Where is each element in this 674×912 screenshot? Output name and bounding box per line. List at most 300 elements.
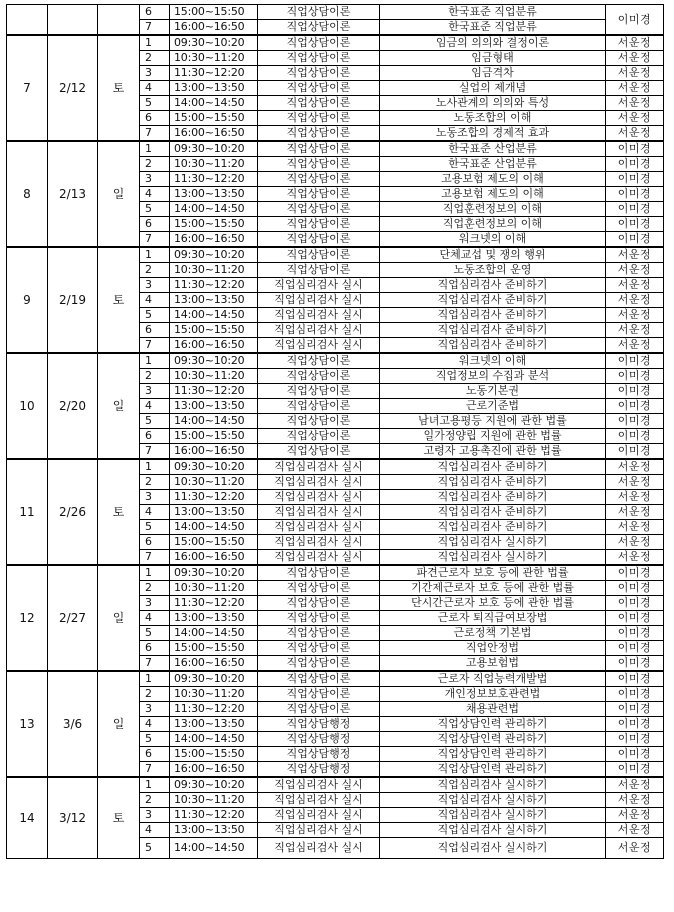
subject-cell: 직업심리검사 실시 [258, 323, 380, 338]
period-number-cell: 6 [140, 429, 170, 444]
time-range-cell: 10:30~11:20 [170, 263, 258, 278]
period-number-cell: 5 [140, 414, 170, 429]
instructor-cell: 서운정 [606, 520, 664, 535]
period-number-cell: 3 [140, 278, 170, 293]
period-number-cell: 3 [140, 384, 170, 399]
time-range-cell: 14:00~14:50 [170, 96, 258, 111]
session-day-cell: 토 [98, 35, 140, 141]
topic-cell: 직업심리검사 실시하기 [380, 550, 606, 566]
topic-cell: 고용보험 제도의 이해 [380, 187, 606, 202]
time-range-cell: 09:30~10:20 [170, 141, 258, 157]
time-range-cell: 14:00~14:50 [170, 520, 258, 535]
subject-cell: 직업상담이론 [258, 656, 380, 672]
period-number-cell: 3 [140, 66, 170, 81]
subject-cell: 직업상담이론 [258, 702, 380, 717]
subject-cell: 직업상담이론 [258, 51, 380, 66]
topic-cell: 직업심리검사 실시하기 [380, 823, 606, 838]
instructor-cell: 서운정 [606, 126, 664, 142]
subject-cell: 직업상담이론 [258, 5, 380, 20]
topic-cell: 일가정양립 지원에 관한 법률 [380, 429, 606, 444]
time-range-cell: 11:30~12:20 [170, 66, 258, 81]
subject-cell: 직업상담이론 [258, 596, 380, 611]
subject-cell: 직업심리검사 실시 [258, 838, 380, 859]
instructor-cell: 이미경 [606, 187, 664, 202]
period-number-cell: 7 [140, 20, 170, 36]
instructor-cell: 이미경 [606, 717, 664, 732]
period-number-cell: 6 [140, 111, 170, 126]
session-date-cell: 3/12 [48, 777, 98, 859]
time-range-cell: 15:00~15:50 [170, 535, 258, 550]
table-row [7, 247, 664, 263]
subject-cell: 직업상담이론 [258, 141, 380, 157]
time-range-cell: 10:30~11:20 [170, 475, 258, 490]
subject-cell: 직업상담행정 [258, 732, 380, 747]
time-range-cell: 10:30~11:20 [170, 793, 258, 808]
instructor-cell: 이미경 [606, 444, 664, 460]
instructor-cell: 이미경 [606, 702, 664, 717]
topic-cell: 한국표준 산업분류 [380, 141, 606, 157]
instructor-cell: 이미경 [606, 414, 664, 429]
period-number-cell: 3 [140, 808, 170, 823]
topic-cell: 고령자 고용촉진에 관한 법률 [380, 444, 606, 460]
subject-cell: 직업심리검사 실시 [258, 338, 380, 354]
time-range-cell: 09:30~10:20 [170, 353, 258, 369]
time-range-cell: 16:00~16:50 [170, 762, 258, 778]
subject-cell: 직업심리검사 실시 [258, 535, 380, 550]
period-number-cell: 3 [140, 596, 170, 611]
schedule-table [6, 4, 664, 859]
subject-cell: 직업상담이론 [258, 384, 380, 399]
session-day-cell [98, 5, 140, 36]
topic-cell: 직업심리검사 준비하기 [380, 323, 606, 338]
time-range-cell: 13:00~13:50 [170, 717, 258, 732]
period-number-cell: 4 [140, 293, 170, 308]
instructor-cell: 이미경 [606, 232, 664, 248]
session-date-cell: 3/6 [48, 671, 98, 777]
instructor-cell: 서운정 [606, 51, 664, 66]
period-number-cell: 7 [140, 762, 170, 778]
period-number-cell: 1 [140, 141, 170, 157]
time-range-cell: 11:30~12:20 [170, 702, 258, 717]
table-row [7, 777, 664, 793]
period-number-cell: 7 [140, 338, 170, 354]
session-number-cell: 13 [7, 671, 48, 777]
subject-cell: 직업상담이론 [258, 671, 380, 687]
period-number-cell: 1 [140, 671, 170, 687]
topic-cell: 단시간근로자 보호 등에 관한 법률 [380, 596, 606, 611]
session-date-cell: 2/20 [48, 353, 98, 459]
time-range-cell: 10:30~11:20 [170, 51, 258, 66]
topic-cell: 실업의 제개념 [380, 81, 606, 96]
time-range-cell: 11:30~12:20 [170, 384, 258, 399]
period-number-cell: 2 [140, 369, 170, 384]
period-number-cell: 2 [140, 263, 170, 278]
period-number-cell: 5 [140, 732, 170, 747]
topic-cell: 직업심리검사 준비하기 [380, 490, 606, 505]
session-date-cell: 2/19 [48, 247, 98, 353]
subject-cell: 직업상담행정 [258, 717, 380, 732]
subject-cell: 직업심리검사 실시 [258, 490, 380, 505]
subject-cell: 직업상담이론 [258, 172, 380, 187]
topic-cell: 단체교섭 및 쟁의 행위 [380, 247, 606, 263]
topic-cell: 직업심리검사 준비하기 [380, 338, 606, 354]
subject-cell: 직업상담행정 [258, 747, 380, 762]
subject-cell: 직업상담이론 [258, 111, 380, 126]
period-number-cell: 7 [140, 444, 170, 460]
time-range-cell: 14:00~14:50 [170, 202, 258, 217]
subject-cell: 직업상담이론 [258, 232, 380, 248]
time-range-cell: 16:00~16:50 [170, 338, 258, 354]
instructor-cell: 서운정 [606, 777, 664, 793]
topic-cell: 근로정책 기본법 [380, 626, 606, 641]
instructor-cell: 서운정 [606, 838, 664, 859]
time-range-cell: 13:00~13:50 [170, 611, 258, 626]
time-range-cell: 15:00~15:50 [170, 747, 258, 762]
time-range-cell: 14:00~14:50 [170, 838, 258, 859]
instructor-cell: 이미경 [606, 141, 664, 157]
period-number-cell: 6 [140, 323, 170, 338]
instructor-cell: 서운정 [606, 293, 664, 308]
time-range-cell: 13:00~13:50 [170, 81, 258, 96]
period-number-cell: 4 [140, 399, 170, 414]
period-number-cell: 6 [140, 5, 170, 20]
instructor-cell: 이미경 [606, 369, 664, 384]
instructor-cell: 이미경 [606, 172, 664, 187]
session-number-cell: 11 [7, 459, 48, 565]
instructor-cell: 서운정 [606, 35, 664, 51]
topic-cell: 노동조합의 이해 [380, 111, 606, 126]
topic-cell: 고용보험법 [380, 656, 606, 672]
period-number-cell: 4 [140, 81, 170, 96]
topic-cell: 노동조합의 경제적 효과 [380, 126, 606, 142]
instructor-cell: 서운정 [606, 793, 664, 808]
session-number-cell: 8 [7, 141, 48, 247]
instructor-cell: 서운정 [606, 823, 664, 838]
instructor-cell: 서운정 [606, 263, 664, 278]
session-day-cell: 토 [98, 777, 140, 859]
subject-cell: 직업심리검사 실시 [258, 278, 380, 293]
period-number-cell: 4 [140, 505, 170, 520]
table-row [7, 671, 664, 687]
time-range-cell: 09:30~10:20 [170, 777, 258, 793]
session-number-cell: 12 [7, 565, 48, 671]
instructor-cell: 서운정 [606, 96, 664, 111]
instructor-cell: 이미경 [606, 732, 664, 747]
time-range-cell: 11:30~12:20 [170, 808, 258, 823]
topic-cell: 직업심리검사 준비하기 [380, 293, 606, 308]
time-range-cell: 13:00~13:50 [170, 823, 258, 838]
topic-cell: 직업심리검사 준비하기 [380, 459, 606, 475]
period-number-cell: 1 [140, 777, 170, 793]
instructor-cell: 이미경 [606, 399, 664, 414]
time-range-cell: 15:00~15:50 [170, 111, 258, 126]
subject-cell: 직업심리검사 실시 [258, 520, 380, 535]
topic-cell: 직업심리검사 실시하기 [380, 808, 606, 823]
session-date-cell: 2/12 [48, 35, 98, 141]
period-number-cell: 3 [140, 702, 170, 717]
period-number-cell: 7 [140, 232, 170, 248]
period-number-cell: 7 [140, 656, 170, 672]
subject-cell: 직업상담이론 [258, 66, 380, 81]
topic-cell: 직업심리검사 준비하기 [380, 308, 606, 323]
subject-cell: 직업상담이론 [258, 565, 380, 581]
topic-cell: 워크넷의 이해 [380, 232, 606, 248]
period-number-cell: 2 [140, 687, 170, 702]
period-number-cell: 2 [140, 475, 170, 490]
period-number-cell: 1 [140, 565, 170, 581]
session-day-cell: 일 [98, 353, 140, 459]
topic-cell: 기간제근로자 보호 등에 관한 법률 [380, 581, 606, 596]
time-range-cell: 10:30~11:20 [170, 369, 258, 384]
topic-cell: 임금형태 [380, 51, 606, 66]
time-range-cell: 09:30~10:20 [170, 671, 258, 687]
time-range-cell: 10:30~11:20 [170, 581, 258, 596]
subject-cell: 직업상담이론 [258, 369, 380, 384]
subject-cell: 직업상담이론 [258, 247, 380, 263]
session-date-cell: 2/13 [48, 141, 98, 247]
period-number-cell: 7 [140, 550, 170, 566]
instructor-cell: 이미경 [606, 353, 664, 369]
time-range-cell: 10:30~11:20 [170, 687, 258, 702]
subject-cell: 직업상담이론 [258, 263, 380, 278]
session-number-cell: 14 [7, 777, 48, 859]
time-range-cell: 15:00~15:50 [170, 641, 258, 656]
instructor-cell: 이미경 [606, 202, 664, 217]
instructor-cell: 이미경 [606, 687, 664, 702]
subject-cell: 직업상담이론 [258, 202, 380, 217]
period-number-cell: 4 [140, 823, 170, 838]
subject-cell: 직업심리검사 실시 [258, 293, 380, 308]
subject-cell: 직업심리검사 실시 [258, 550, 380, 566]
period-number-cell: 3 [140, 490, 170, 505]
instructor-cell: 서운정 [606, 338, 664, 354]
subject-cell: 직업상담이론 [258, 444, 380, 460]
session-day-cell: 일 [98, 671, 140, 777]
subject-cell: 직업상담이론 [258, 187, 380, 202]
period-number-cell: 4 [140, 187, 170, 202]
time-range-cell: 16:00~16:50 [170, 550, 258, 566]
subject-cell: 직업상담이론 [258, 20, 380, 36]
instructor-cell: 이미경 [606, 217, 664, 232]
period-number-cell: 1 [140, 353, 170, 369]
subject-cell: 직업상담이론 [258, 611, 380, 626]
table-row [7, 565, 664, 581]
period-number-cell: 7 [140, 126, 170, 142]
instructor-cell: 이미경 [606, 429, 664, 444]
instructor-cell: 이미경 [606, 611, 664, 626]
period-number-cell: 4 [140, 717, 170, 732]
topic-cell: 직업훈련정보의 이해 [380, 217, 606, 232]
topic-cell: 개인정보보호관련법 [380, 687, 606, 702]
subject-cell: 직업심리검사 실시 [258, 475, 380, 490]
time-range-cell: 13:00~13:50 [170, 399, 258, 414]
period-number-cell: 5 [140, 202, 170, 217]
topic-cell: 근로자 직업능력개발법 [380, 671, 606, 687]
instructor-cell: 이미경 [606, 157, 664, 172]
period-number-cell: 2 [140, 51, 170, 66]
instructor-cell: 이미경 [606, 762, 664, 778]
instructor-cell: 서운정 [606, 808, 664, 823]
period-number-cell: 5 [140, 308, 170, 323]
topic-cell: 직업상담인력 관리하기 [380, 762, 606, 778]
topic-cell: 직업심리검사 준비하기 [380, 475, 606, 490]
time-range-cell: 15:00~15:50 [170, 429, 258, 444]
topic-cell: 직업심리검사 준비하기 [380, 278, 606, 293]
topic-cell: 노사관계의 의의와 특성 [380, 96, 606, 111]
subject-cell: 직업상담이론 [258, 687, 380, 702]
session-date-cell [48, 5, 98, 36]
period-number-cell: 2 [140, 157, 170, 172]
subject-cell: 직업상담이론 [258, 399, 380, 414]
topic-cell: 근로자 퇴직급여보장법 [380, 611, 606, 626]
topic-cell: 직업안정법 [380, 641, 606, 656]
period-number-cell: 1 [140, 247, 170, 263]
topic-cell: 워크넷의 이해 [380, 353, 606, 369]
time-range-cell: 10:30~11:20 [170, 157, 258, 172]
time-range-cell: 11:30~12:20 [170, 278, 258, 293]
time-range-cell: 15:00~15:50 [170, 5, 258, 20]
subject-cell: 직업상담이론 [258, 581, 380, 596]
subject-cell: 직업상담이론 [258, 353, 380, 369]
topic-cell: 직업심리검사 준비하기 [380, 505, 606, 520]
session-day-cell: 토 [98, 247, 140, 353]
table-row [7, 35, 664, 51]
topic-cell: 직업상담인력 관리하기 [380, 732, 606, 747]
instructor-cell: 이미경 [606, 626, 664, 641]
session-number-cell [7, 5, 48, 36]
subject-cell: 직업상담이론 [258, 157, 380, 172]
instructor-cell: 이미경 [606, 596, 664, 611]
instructor-cell: 이미경 [606, 581, 664, 596]
period-number-cell: 6 [140, 747, 170, 762]
time-range-cell: 16:00~16:50 [170, 656, 258, 672]
instructor-cell: 이미경 [606, 565, 664, 581]
session-date-cell: 2/27 [48, 565, 98, 671]
time-range-cell: 09:30~10:20 [170, 247, 258, 263]
instructor-cell: 서운정 [606, 505, 664, 520]
time-range-cell: 09:30~10:20 [170, 459, 258, 475]
time-range-cell: 11:30~12:20 [170, 490, 258, 505]
period-number-cell: 6 [140, 641, 170, 656]
subject-cell: 직업상담이론 [258, 429, 380, 444]
topic-cell: 남녀고용평등 지원에 관한 법률 [380, 414, 606, 429]
session-number-cell: 9 [7, 247, 48, 353]
topic-cell: 한국표준 산업분류 [380, 157, 606, 172]
topic-cell: 직업상담인력 관리하기 [380, 717, 606, 732]
subject-cell: 직업상담이론 [258, 35, 380, 51]
session-number-cell: 10 [7, 353, 48, 459]
instructor-cell: 이미경 [606, 641, 664, 656]
topic-cell: 한국표준 직업분류 [380, 5, 606, 20]
instructor-cell: 이미경 [606, 747, 664, 762]
instructor-cell: 서운정 [606, 66, 664, 81]
time-range-cell: 13:00~13:50 [170, 293, 258, 308]
subject-cell: 직업상담이론 [258, 414, 380, 429]
period-number-cell: 5 [140, 838, 170, 859]
instructor-cell: 서운정 [606, 490, 664, 505]
time-range-cell: 09:30~10:20 [170, 35, 258, 51]
instructor-cell: 이미경 [606, 384, 664, 399]
session-number-cell: 7 [7, 35, 48, 141]
instructor-cell: 서운정 [606, 535, 664, 550]
period-number-cell: 2 [140, 793, 170, 808]
subject-cell: 직업상담이론 [258, 126, 380, 142]
subject-cell: 직업심리검사 실시 [258, 808, 380, 823]
time-range-cell: 13:00~13:50 [170, 187, 258, 202]
session-day-cell: 일 [98, 565, 140, 671]
period-number-cell: 3 [140, 172, 170, 187]
period-number-cell: 2 [140, 581, 170, 596]
subject-cell: 직업심리검사 실시 [258, 505, 380, 520]
topic-cell: 파견근로자 보호 등에 관한 법률 [380, 565, 606, 581]
instructor-cell: 서운정 [606, 81, 664, 96]
table-row [7, 5, 664, 20]
subject-cell: 직업상담이론 [258, 217, 380, 232]
period-number-cell: 5 [140, 626, 170, 641]
session-date-cell: 2/26 [48, 459, 98, 565]
subject-cell: 직업심리검사 실시 [258, 459, 380, 475]
time-range-cell: 16:00~16:50 [170, 126, 258, 142]
table-row [7, 459, 664, 475]
topic-cell: 임금의 의의와 결정이론 [380, 35, 606, 51]
time-range-cell: 11:30~12:20 [170, 172, 258, 187]
time-range-cell: 13:00~13:50 [170, 505, 258, 520]
topic-cell: 노동조합의 운영 [380, 263, 606, 278]
schedule-body [7, 5, 664, 859]
subject-cell: 직업상담이론 [258, 641, 380, 656]
instructor-cell: 서운정 [606, 550, 664, 566]
time-range-cell: 15:00~15:50 [170, 323, 258, 338]
session-day-cell: 일 [98, 141, 140, 247]
period-number-cell: 5 [140, 96, 170, 111]
topic-cell: 직업심리검사 실시하기 [380, 793, 606, 808]
table-row [7, 353, 664, 369]
topic-cell: 직업훈련정보의 이해 [380, 202, 606, 217]
topic-cell: 고용보험 제도의 이해 [380, 172, 606, 187]
subject-cell: 직업심리검사 실시 [258, 777, 380, 793]
time-range-cell: 14:00~14:50 [170, 414, 258, 429]
period-number-cell: 6 [140, 217, 170, 232]
period-number-cell: 6 [140, 535, 170, 550]
topic-cell: 직업심리검사 실시하기 [380, 535, 606, 550]
period-number-cell: 4 [140, 611, 170, 626]
instructor-cell: 이미경 [606, 656, 664, 672]
time-range-cell: 16:00~16:50 [170, 232, 258, 248]
instructor-cell: 서운정 [606, 475, 664, 490]
instructor-cell: 서운정 [606, 323, 664, 338]
topic-cell: 근로기준법 [380, 399, 606, 414]
instructor-cell: 서운정 [606, 459, 664, 475]
session-day-cell: 토 [98, 459, 140, 565]
subject-cell: 직업상담이론 [258, 96, 380, 111]
subject-cell: 직업심리검사 실시 [258, 793, 380, 808]
subject-cell: 직업상담행정 [258, 762, 380, 778]
topic-cell: 노동기본권 [380, 384, 606, 399]
topic-cell: 임금격차 [380, 66, 606, 81]
topic-cell: 직업정보의 수집과 분석 [380, 369, 606, 384]
topic-cell: 직업심리검사 준비하기 [380, 520, 606, 535]
subject-cell: 직업심리검사 실시 [258, 308, 380, 323]
time-range-cell: 16:00~16:50 [170, 444, 258, 460]
period-number-cell: 5 [140, 520, 170, 535]
time-range-cell: 14:00~14:50 [170, 732, 258, 747]
instructor-cell: 이미경 [606, 671, 664, 687]
subject-cell: 직업상담이론 [258, 81, 380, 96]
time-range-cell: 09:30~10:20 [170, 565, 258, 581]
time-range-cell: 11:30~12:20 [170, 596, 258, 611]
topic-cell: 채용관련법 [380, 702, 606, 717]
time-range-cell: 16:00~16:50 [170, 20, 258, 36]
